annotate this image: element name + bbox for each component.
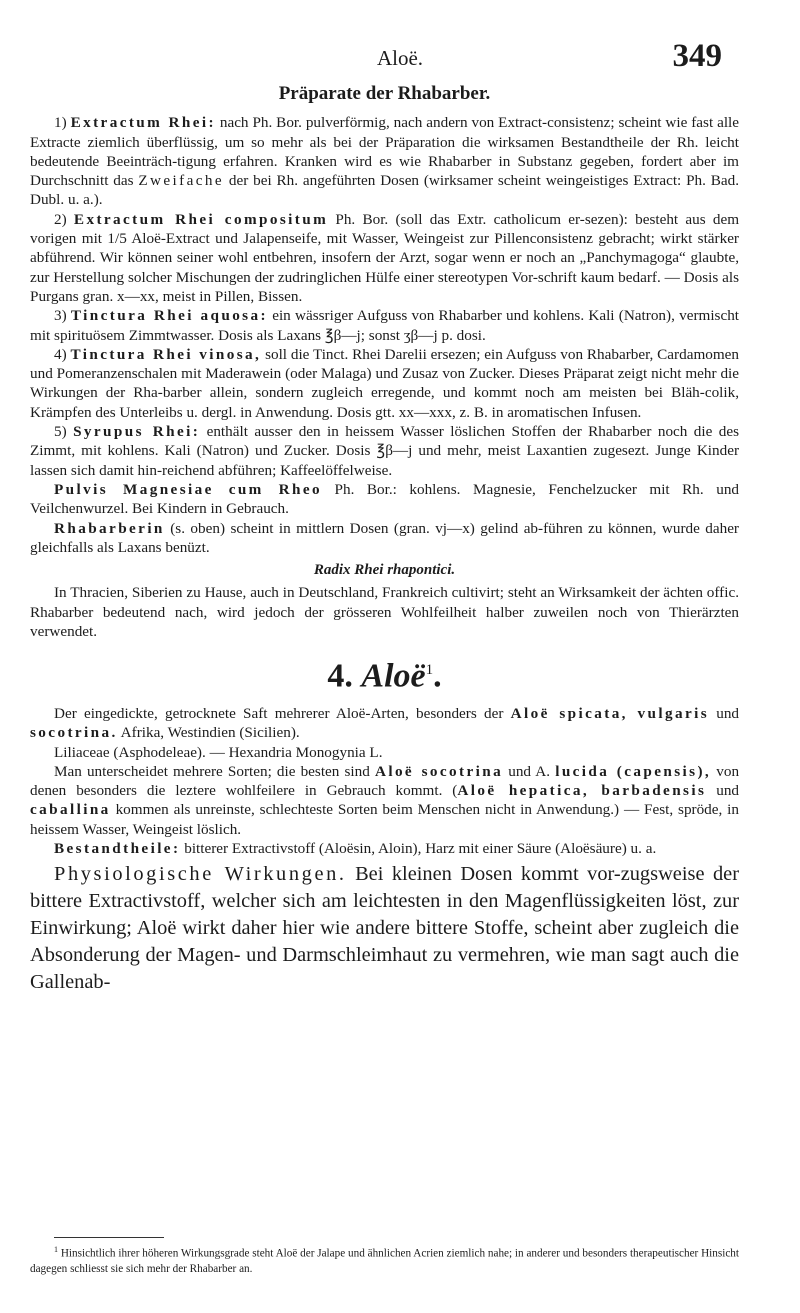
paragraph-sorten (30, 762, 739, 839)
paragraph-text: Bei kleinen Dosen kommt vor-zugsweise der bittere Extractivstoff, welcher sich am leichtesten in den Magenflüssigkeiten löst, zur Einwirkung; Aloë wirkt daher hier wie andere bittere Stoffe, scheint aber zugleich die Absonderung der Magen- und Darmschleimhaut zu vermehren, wie man sagt auch die Gallenab- (30, 863, 739, 994)
paragraph-text: Ph. Bor. (soll das Extr. catholicum er-sezen): besteht aus dem vorigen mit 1/5 Aloë-Extract und Jalapenseife, mit Wasser, Weingeist zur Pillenconsistenz gebracht; wirkt stärker abführend. Wir können seiner wohl entbehren, insofern der Arzt, sogar wenn er noch an „Panchymagoga“ glaubte, zur Herstellung solcher Mischungen der zudringlichen Hülfe einer stereotypen Vor-schrift kaum bedarf. — Dosis als Purgans gran. x—xx, meist in Pillen, Bissen. (30, 210, 740, 305)
footnote-number: 1 (54, 1245, 58, 1254)
item-number: 2) (54, 210, 67, 228)
term-extractum-rhei-compositum: Extractum Rhei compositum (73, 210, 329, 228)
paragraph-text: der bei Rh. angeführten Dosen (wirksamer scheint weingeistiges Extract: Ph. Bad. Dubl. u. a.). (30, 172, 740, 209)
paragraph-syrupus-rhei (30, 422, 739, 480)
paragraph-classification: Liliaceae (Asphodeleae). — Hexandria Monogynia L. (54, 743, 383, 761)
running-head-title: Aloë. (376, 46, 424, 70)
paragraph-pulvis-magnesiae (30, 480, 739, 519)
paragraph-text: und (716, 782, 739, 800)
paragraph-text: und (716, 704, 740, 722)
term-species: Aloë spicata, vulgaris (510, 704, 710, 722)
item-number: 1) (54, 114, 67, 132)
item-number: 4) (54, 345, 67, 363)
chapter-title: Aloë (361, 657, 426, 695)
subheading-radix-rhei: Radix Rhei rhapontici. (313, 562, 456, 579)
term-zweifache: Zweifache (138, 172, 225, 190)
term-rhabarberin: Rhabarberin (54, 519, 165, 537)
footnote-rule (54, 1237, 164, 1238)
paragraph-extractum-rhei (30, 113, 739, 209)
term-bestandtheile: Bestandtheile: (54, 840, 181, 858)
footnote-marker: 1 (425, 662, 434, 679)
term-pulvis-magnesiae: Pulvis Magnesiae cum Rheo (54, 480, 323, 498)
term-syrupus-rhei: Syrupus Rhei: (73, 423, 201, 441)
running-head (0, 38, 800, 78)
term-tinctura-rhei-aquosa: Tinctura Rhei aquosa: (70, 307, 268, 325)
paragraph-text: ein wässriger Aufguss von Rhabarber und kohlens. Kali (Natron), vermischt mit spirituösem Zimmtwasser. Dosis als Laxans ℥β—j; sonst ʒβ—j p. dosi. (30, 307, 740, 344)
paragraph-text: von denen besonders die leztere wohlfeilere in Gebrauch kommt. ( (30, 762, 740, 800)
paragraph-text: enthält ausser den in heissem Wasser löslichen Stoffen der Rhabarber noch die des Zimmt, mit kohlens. Kali (Natron) und Zucker. Dosis ℥β—j und mehr, meist Laxantien zugesezt. Junge Kinder lassen sich damit hin-reichend abführen; Kaffeelöffelweise. (30, 423, 740, 479)
paragraph-text: bitterer Extractivstoff (Aloësin, Aloin), Harz mit einer Säure (Aloësäure) u. a. (184, 840, 657, 858)
paragraph-text: Afrika, Westindien (Sicilien). (120, 724, 300, 742)
page-number: 349 (672, 38, 722, 74)
paragraph-text: und A. (508, 762, 551, 780)
paragraph-text: Der eingedickte, getrocknete Saft mehrerer Aloë-Arten, besonders der (54, 704, 504, 722)
paragraph-text: (s. oben) scheint in mittlern Dosen (gran. vj—x) gelind ab-führen zu können, wurde daher gleichfalls als Laxans benüzt. (30, 519, 739, 556)
term-physiologische-wirkungen: Physiologische Wirkungen. (54, 863, 347, 886)
term-extractum-rhei: Extractum Rhei: (70, 114, 216, 132)
item-number: 5) (54, 423, 67, 441)
chapter-number: 4. (327, 657, 353, 695)
paragraph-radix-rhei: In Thracien, Siberien zu Hause, auch in Deutschland, Frankreich cultivirt; steht an Wirksamkeit der ächten offic. Rhabarber bedeutend nach, wird jedoch der grösseren Wohlfeilheit halber zuweilen noch von Thierärzten verwendet. (30, 584, 739, 641)
term-aloe-hepatica: Aloë hepatica, barbadensis (457, 782, 707, 800)
paragraph-text: soll die Tinct. Rhei Darelii ersezen; ein Aufguss von Rhabarber, Cardamomen und Pomeranzenschalen mit Maderawein (oder Malaga) und Zusaz von Zucker. Dieses Präparat zeigt nicht mehr die Wirkungen der Rha-barber allein, sondern zugleich erregende, und kommt noch am meisten bei Bläh-colik, Krämpfen des Unterleibs u. dergl. in Anwendung. Dosis gtt. xx—xxx, z. B. in aromatischen Infusen. (30, 345, 740, 421)
item-number: 3) (54, 307, 67, 325)
term-socotrina: socotrina. (30, 724, 118, 742)
footnote-text (30, 1242, 739, 1277)
paragraph-physiologische-wirkungen (30, 861, 739, 996)
term-caballina: caballina (30, 801, 111, 819)
footnote (30, 1237, 739, 1277)
term-lucida: lucida (capensis), (555, 762, 712, 780)
term-aloe-socotrina: Aloë socotrina (374, 762, 504, 780)
paragraph-text: Ph. Bor.: kohlens. Magnesie, Fenchelzucker mit Rh. und Veilchenwurzel. Bei Kindern in Gebrauch. (30, 480, 740, 518)
paragraph-text: nach Ph. Bor. pulverförmig, nach andern von Extract-consistenz; scheint wie fast alle Extracte ziemlich überflüssig, um so mehr als bei der Präparation die wirksamen Bestandtheile der Rh. leicht bedeutende Beeinträch-tigung erfahren. Kranken wird es wie Rhabarber in Substanz gegeben, fordert aber im Durchschnitt das (30, 114, 740, 190)
chapter-heading: 4. Aloë$^1$. (327, 657, 442, 695)
paragraph-rhabarberin (30, 519, 739, 558)
paragraph-tinctura-rhei-vinosa (30, 345, 739, 422)
term-tinctura-rhei-vinosa: Tinctura Rhei vinosa, (70, 345, 262, 363)
main-text (30, 84, 739, 996)
paragraph-extractum-rhei-compositum (30, 210, 739, 306)
footnote-body: Hinsichtlich ihrer höheren Wirkungsgrade steht Aloë der Jalape und ähnlichen Acrien ziemlich nahe; in anderer und besonders therapeutischer Hinsicht dagegen schliesst sie sich mehr der Rhabarber an. (30, 1247, 740, 1275)
paragraph-text: Man unterscheidet mehrere Sorten; die besten sind (54, 762, 370, 780)
paragraph-definition (30, 704, 739, 743)
paragraph-bestandtheile (30, 839, 739, 858)
paragraph-text: kommen als unreinste, schlechteste Sorten beim Menschen nicht in Anwendung.) — Fest, spröde, in heissem Wasser, Weingeist löslich. (30, 801, 739, 838)
paragraph-tinctura-rhei-aquosa (30, 306, 739, 345)
section-heading: Präparate der Rhabarber. (278, 83, 491, 104)
